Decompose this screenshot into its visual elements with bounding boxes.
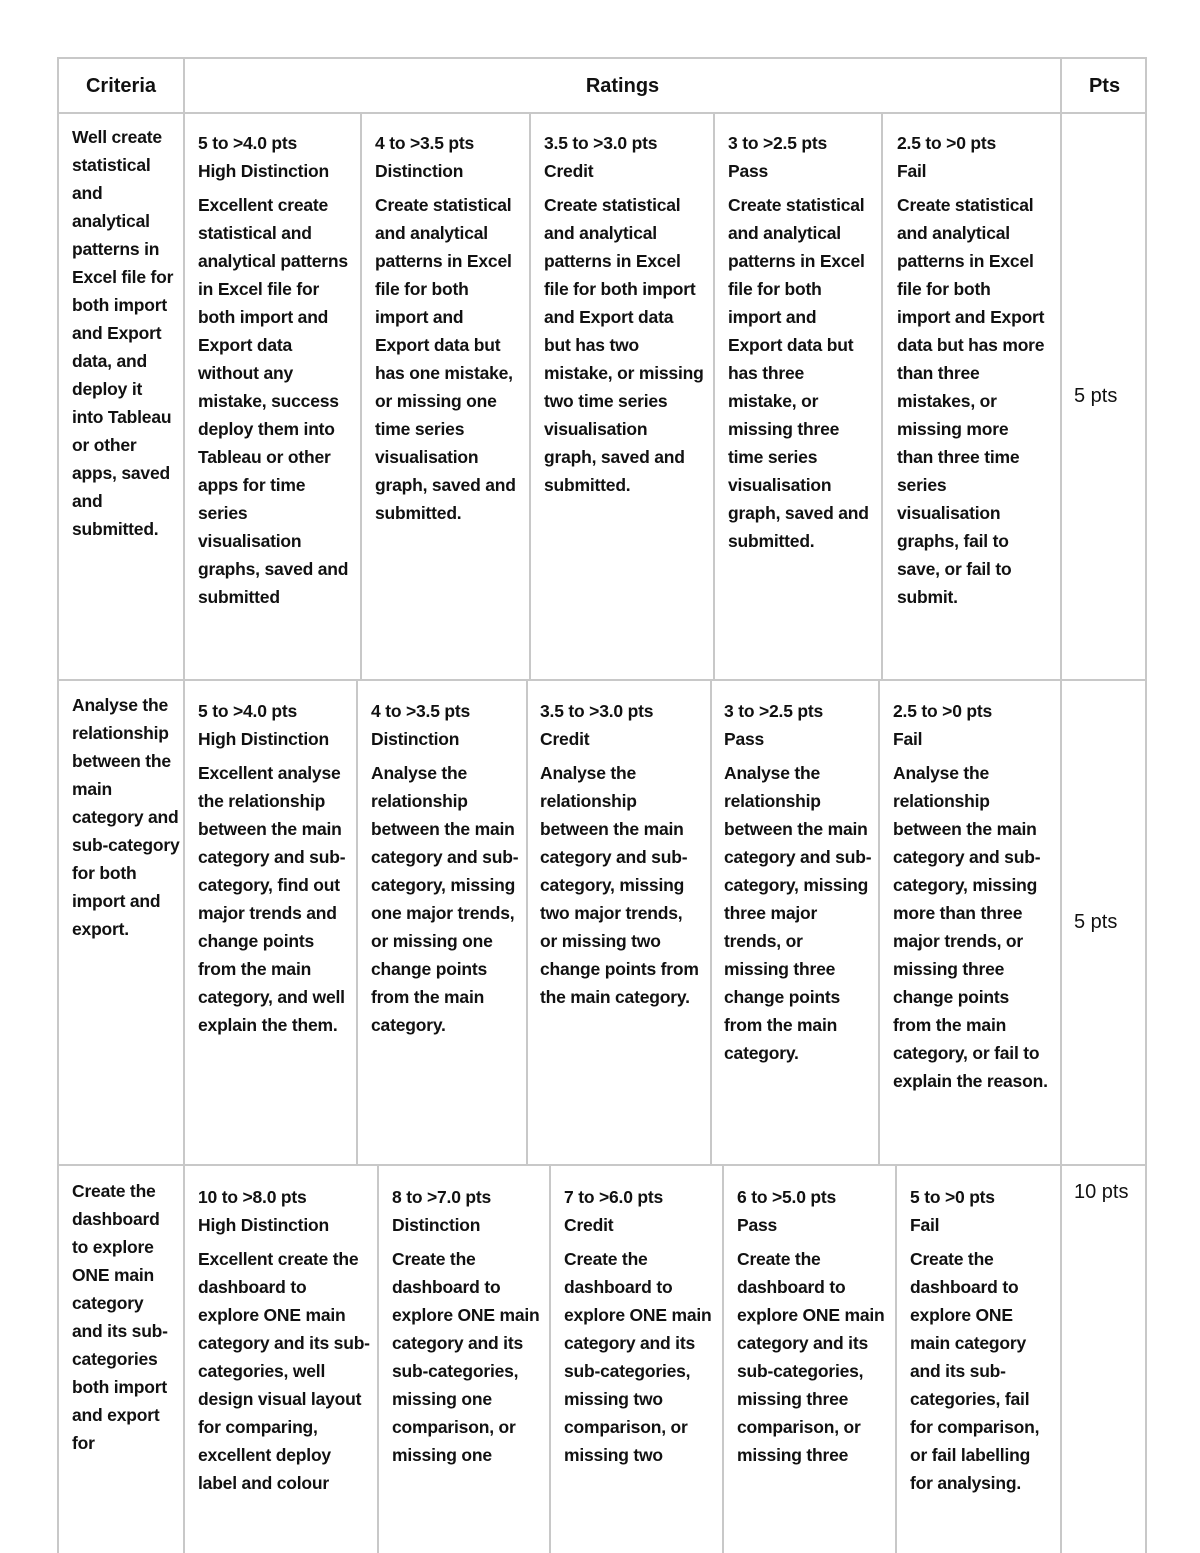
- rating-level: Fail: [910, 1215, 940, 1235]
- rating-level: High Distinction: [198, 729, 329, 749]
- rating-cell: [198, 1183, 370, 1497]
- rating-divider: [713, 114, 715, 679]
- rating-cell: [724, 697, 872, 1067]
- rating-description: Create statistical and analytical patterns in Excel file for both import and Export data but has three mistake, or missing three time series visualisation graph, saved and submitted.: [728, 195, 869, 551]
- rating-level: Distinction: [392, 1215, 481, 1235]
- rating-cell: [198, 697, 350, 1039]
- rating-divider: [722, 1166, 724, 1553]
- rating-divider: [710, 681, 712, 1164]
- rating-range: 4 to >3.5 pts: [375, 133, 475, 153]
- rating-level: Fail: [897, 161, 927, 181]
- rating-cell: [198, 129, 353, 611]
- rating-range: 2.5 to >0 pts: [897, 133, 997, 153]
- rating-cell: [540, 697, 702, 1011]
- rating-cell: [737, 1183, 887, 1469]
- rating-description: Create statistical and analytical patterns in Excel file for both import and Export data but has one mistake, or missing one time series visualisation graph, saved and submitted.: [375, 195, 516, 523]
- rating-range: 7 to >6.0 pts: [564, 1187, 664, 1207]
- rating-description: Excellent create statistical and analytical patterns in Excel file for both import and Export data without any mistake, success deploy them into Tableau or other apps for time series visualisation graphs, saved and submitted: [198, 195, 349, 607]
- rating-level: Credit: [544, 161, 594, 181]
- rating-cell: [897, 129, 1047, 611]
- rating-cell: [893, 697, 1051, 1095]
- rating-level: Credit: [540, 729, 590, 749]
- rating-description: Create the dashboard to explore ONE main category and its sub-categories, missing one comparison, or missing one: [392, 1249, 540, 1465]
- criterion-points: 5 pts: [1074, 385, 1118, 407]
- rating-description: Create statistical and analytical patterns in Excel file for both import and Export data but has two mistake, or missing two time series visualisation graph, saved and submitted.: [544, 195, 704, 495]
- rating-description: Analyse the relationship between the main category and sub-category, missing two major trends, or missing two change points from the main category.: [540, 763, 699, 1007]
- rating-level: Distinction: [375, 161, 464, 181]
- rating-cell: [392, 1183, 542, 1469]
- rating-divider: [878, 681, 880, 1164]
- rating-range: 5 to >0 pts: [910, 1187, 995, 1207]
- row-divider: [59, 679, 1145, 681]
- header-ratings: Ratings: [585, 74, 660, 97]
- rating-description: Create the dashboard to explore ONE main category and its sub-categories, fail for comparison, or fail labelling for analysing.: [910, 1249, 1040, 1493]
- row-divider: [59, 112, 1145, 114]
- rating-range: 2.5 to >0 pts: [893, 701, 993, 721]
- rating-range: 5 to >4.0 pts: [198, 701, 298, 721]
- criterion-text: Analyse the relationship between the main category and sub-category for both import and export.: [72, 695, 180, 939]
- rating-cell: [564, 1183, 714, 1469]
- col-divider: [1060, 59, 1062, 1553]
- rating-divider: [360, 114, 362, 679]
- rating-description: Create statistical and analytical patterns in Excel file for both import and Export data but has more than three mistakes, or missing more than three time series visualisation graphs, fail to save, or fail to submit.: [897, 195, 1045, 607]
- rating-cell: [375, 129, 520, 527]
- rating-divider: [895, 1166, 897, 1553]
- rating-divider: [526, 681, 528, 1164]
- rating-range: 5 to >4.0 pts: [198, 133, 298, 153]
- rating-description: Create the dashboard to explore ONE main category and its sub-categories, missing two comparison, or missing two: [564, 1249, 712, 1465]
- rating-range: 8 to >7.0 pts: [392, 1187, 492, 1207]
- rating-description: Analyse the relationship between the main category and sub-category, missing more than three major trends, or missing three change points from the main category, or fail to explain the reason.: [893, 763, 1048, 1091]
- header-criteria: Criteria: [85, 74, 157, 97]
- rating-range: 10 to >8.0 pts: [198, 1187, 307, 1207]
- rating-level: Pass: [724, 729, 765, 749]
- rating-range: 3.5 to >3.0 pts: [544, 133, 658, 153]
- rating-level: Pass: [737, 1215, 778, 1235]
- rating-cell: [910, 1183, 1052, 1497]
- rating-cell: [728, 129, 873, 555]
- rating-level: Pass: [728, 161, 769, 181]
- rating-cell: [371, 697, 519, 1039]
- rating-range: 6 to >5.0 pts: [737, 1187, 837, 1207]
- rating-divider: [377, 1166, 379, 1553]
- rating-level: High Distinction: [198, 161, 329, 181]
- rating-divider: [529, 114, 531, 679]
- rating-level: High Distinction: [198, 1215, 329, 1235]
- criterion-points: 10 pts: [1074, 1181, 1129, 1203]
- criterion-points: 5 pts: [1074, 911, 1118, 933]
- rubric-table: [57, 57, 1147, 1553]
- rating-divider: [881, 114, 883, 679]
- rating-description: Excellent create the dashboard to explore ONE main category and its sub-categories, well design visual layout for comparing, excellent deploy label and colour: [198, 1249, 370, 1493]
- row-divider: [59, 1164, 1145, 1166]
- header-pts: Pts: [1088, 74, 1121, 97]
- rating-cell: [544, 129, 704, 499]
- rating-description: Analyse the relationship between the main category and sub-category, missing one major trends, or missing one change points from the main category.: [371, 763, 519, 1035]
- criterion-text: Well create statistical and analytical patterns in Excel file for both import and Export data, and deploy it into Tableau or other apps, saved and submitted.: [72, 127, 174, 539]
- rating-range: 3 to >2.5 pts: [724, 701, 824, 721]
- rating-description: Excellent analyse the relationship between the main category and sub-category, find out major trends and change points from the main category, and well explain the them.: [198, 763, 346, 1035]
- rating-range: 3 to >2.5 pts: [728, 133, 828, 153]
- rating-divider: [356, 681, 358, 1164]
- rating-level: Distinction: [371, 729, 460, 749]
- rating-description: Analyse the relationship between the main category and sub-category, missing three major trends, or missing three change points from the main category.: [724, 763, 872, 1063]
- rating-divider: [549, 1166, 551, 1553]
- rating-description: Create the dashboard to explore ONE main category and its sub-categories, missing three comparison, or missing three: [737, 1249, 885, 1465]
- rating-range: 3.5 to >3.0 pts: [540, 701, 654, 721]
- col-divider: [183, 59, 185, 1553]
- rating-range: 4 to >3.5 pts: [371, 701, 471, 721]
- rating-level: Credit: [564, 1215, 614, 1235]
- criterion-text: Create the dashboard to explore ONE main category and its sub-categories both import and export for: [72, 1181, 168, 1453]
- rating-level: Fail: [893, 729, 923, 749]
